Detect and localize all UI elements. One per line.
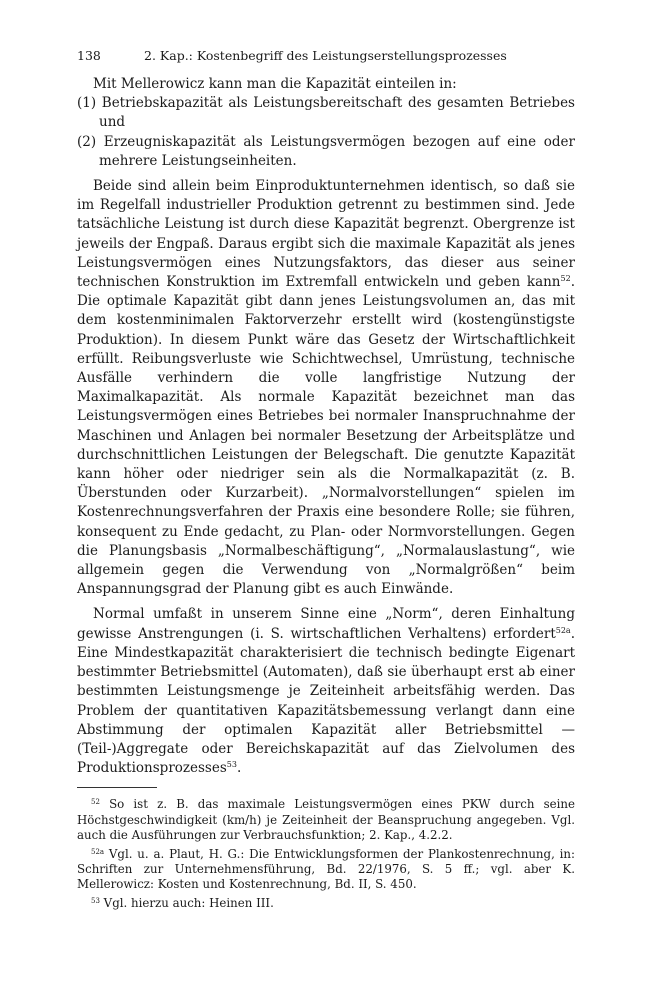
footnote-text: Vgl. u. a. Plaut, H. G.: Die Entwicklungsformen der Plankostenrechnung, in: Schriften zur Unternehmensführung, Bd. 22/1976, S. 5 ff.; vgl. aber K. Mellerowicz: Kosten und Kostenrechnung, Bd. II, S. 450. [77, 846, 575, 892]
paragraph-norm [77, 605, 575, 778]
main-text [77, 75, 575, 778]
footnote-mark: 52 [91, 798, 100, 807]
footnote-ref: 53 [226, 760, 237, 770]
paragraph-text: . [236, 760, 242, 777]
running-title: 2. Kap.: Kostenbegriff des Leistungserstellungsprozesses [144, 48, 507, 63]
paragraph-capacity-types [77, 177, 575, 599]
list-item: (1) Betriebskapazität als Leistungsbereitschaft des gesamten Betriebes und [77, 95, 575, 131]
paragraph-text: Beide sind allein beim Einproduktunternehmen identisch, so daß sie im Regelfall industrieller Produktion getrennt zu bestimmen sind. Jede tatsächliche Leistung ist durch diese Kapazität begrenzt. Obergrenze ist jeweils der Engpaß. Daraus ergibt sich die maximale Kapazität als jenes Leistungsvermögen eines Nutzungsfaktors, das dieser aus seiner technischen Konstruktion im Extremfall entwickeln und geben kann [77, 178, 575, 291]
page-number: 138 [77, 48, 101, 63]
footnote-text: Vgl. hierzu auch: Heinen III. [99, 895, 274, 910]
footnote [77, 797, 575, 843]
list-item: (2) Erzeugniskapazität als Leistungsvermögen bezogen auf eine oder mehrere Leistungseinheiten. [77, 133, 575, 169]
footnote [77, 896, 575, 911]
footnote-text: So ist z. B. das maximale Leistungsvermögen eines PKW durch seine Höchstgeschwindigkeit (km/h) je Zeiteinheit der Beanspruchung angegeben. Vgl. auch die Ausführungen zur Verbrauchsfunktion; 2. Kap., 4.2.2. [77, 797, 575, 843]
footnote-mark: 52a [91, 847, 105, 856]
footnote [77, 847, 575, 893]
paragraph-text: . Die optimale Kapazität gibt dann jenes Leistungsvolumen an, das mit dem kostenminimalen Faktorverzehr erstellt wird (kostengünstigste Produktion). In diesem Punkt wäre das Gesetz der Wirtschaftlichkeit erfüllt. Reibungsverluste wie Schichtwechsel, Umrüstung, technische Ausfälle verhindern die volle langfristige Nutzung der Maximalkapazität. Als normale Kapazität bezeichnet man das Leistungsvermögen eines Betriebes bei normaler Inanspruchnahme der Maschinen und Anlagen bei normaler Besetzung der Arbeitsplätze und durchschnittlichen Leistungen der Belegschaft. Die genutzte Kapazität kann höher oder niedriger sein als die Normalkapazität (z. B. Überstunden oder Kurzarbeit). „Normalvorstellungen“ spielen im Kostenrechnungsverfahren der Praxis eine besondere Rolle; sie führen, konsequent zu Ende gedacht, zu Plan- oder Normvorstellungen. Gegen die Planungsbasis „Normalbeschäftigung“, „Normalauslastung“, wie allgemein gegen die Verwendung von „Normalgrößen“ beim Anspannungsgrad der Planung gibt es auch Einwände. [77, 274, 575, 598]
intro-paragraph: Mit Mellerowicz kann man die Kapazität einteilen in: [93, 76, 457, 92]
book-page [77, 48, 575, 914]
footnote-divider [77, 787, 157, 788]
footnote-ref: 52 [560, 274, 571, 284]
footnotes [77, 797, 575, 911]
paragraph-text: Normal umfaßt in unserem Sinne eine „Norm“, deren Einhaltung gewisse Anstrengungen (i. S. wirtschaftlichen Verhaltens) erfordert [77, 606, 575, 642]
running-header [77, 48, 575, 64]
footnote-mark: 53 [91, 896, 100, 905]
paragraph-text: . Eine Mindestkapazität charakterisiert die technisch bedingte Eigenart bestimmter Betriebsmittel (Automaten), daß sie überhaupt erst ab einer bestimmten Leistungsmenge je Zeiteinheit arbeitsfähig werden. Das Problem der quantitativen Kapazitätsbemessung verlangt dann eine Abstimmung der optimalen Kapazität aller Betriebsmittel — (Teil-)Aggregate oder Bereichskapazität auf das Zielvolumen des Produktionsprozesses [77, 625, 575, 777]
footnote-ref: 52a [555, 625, 571, 635]
